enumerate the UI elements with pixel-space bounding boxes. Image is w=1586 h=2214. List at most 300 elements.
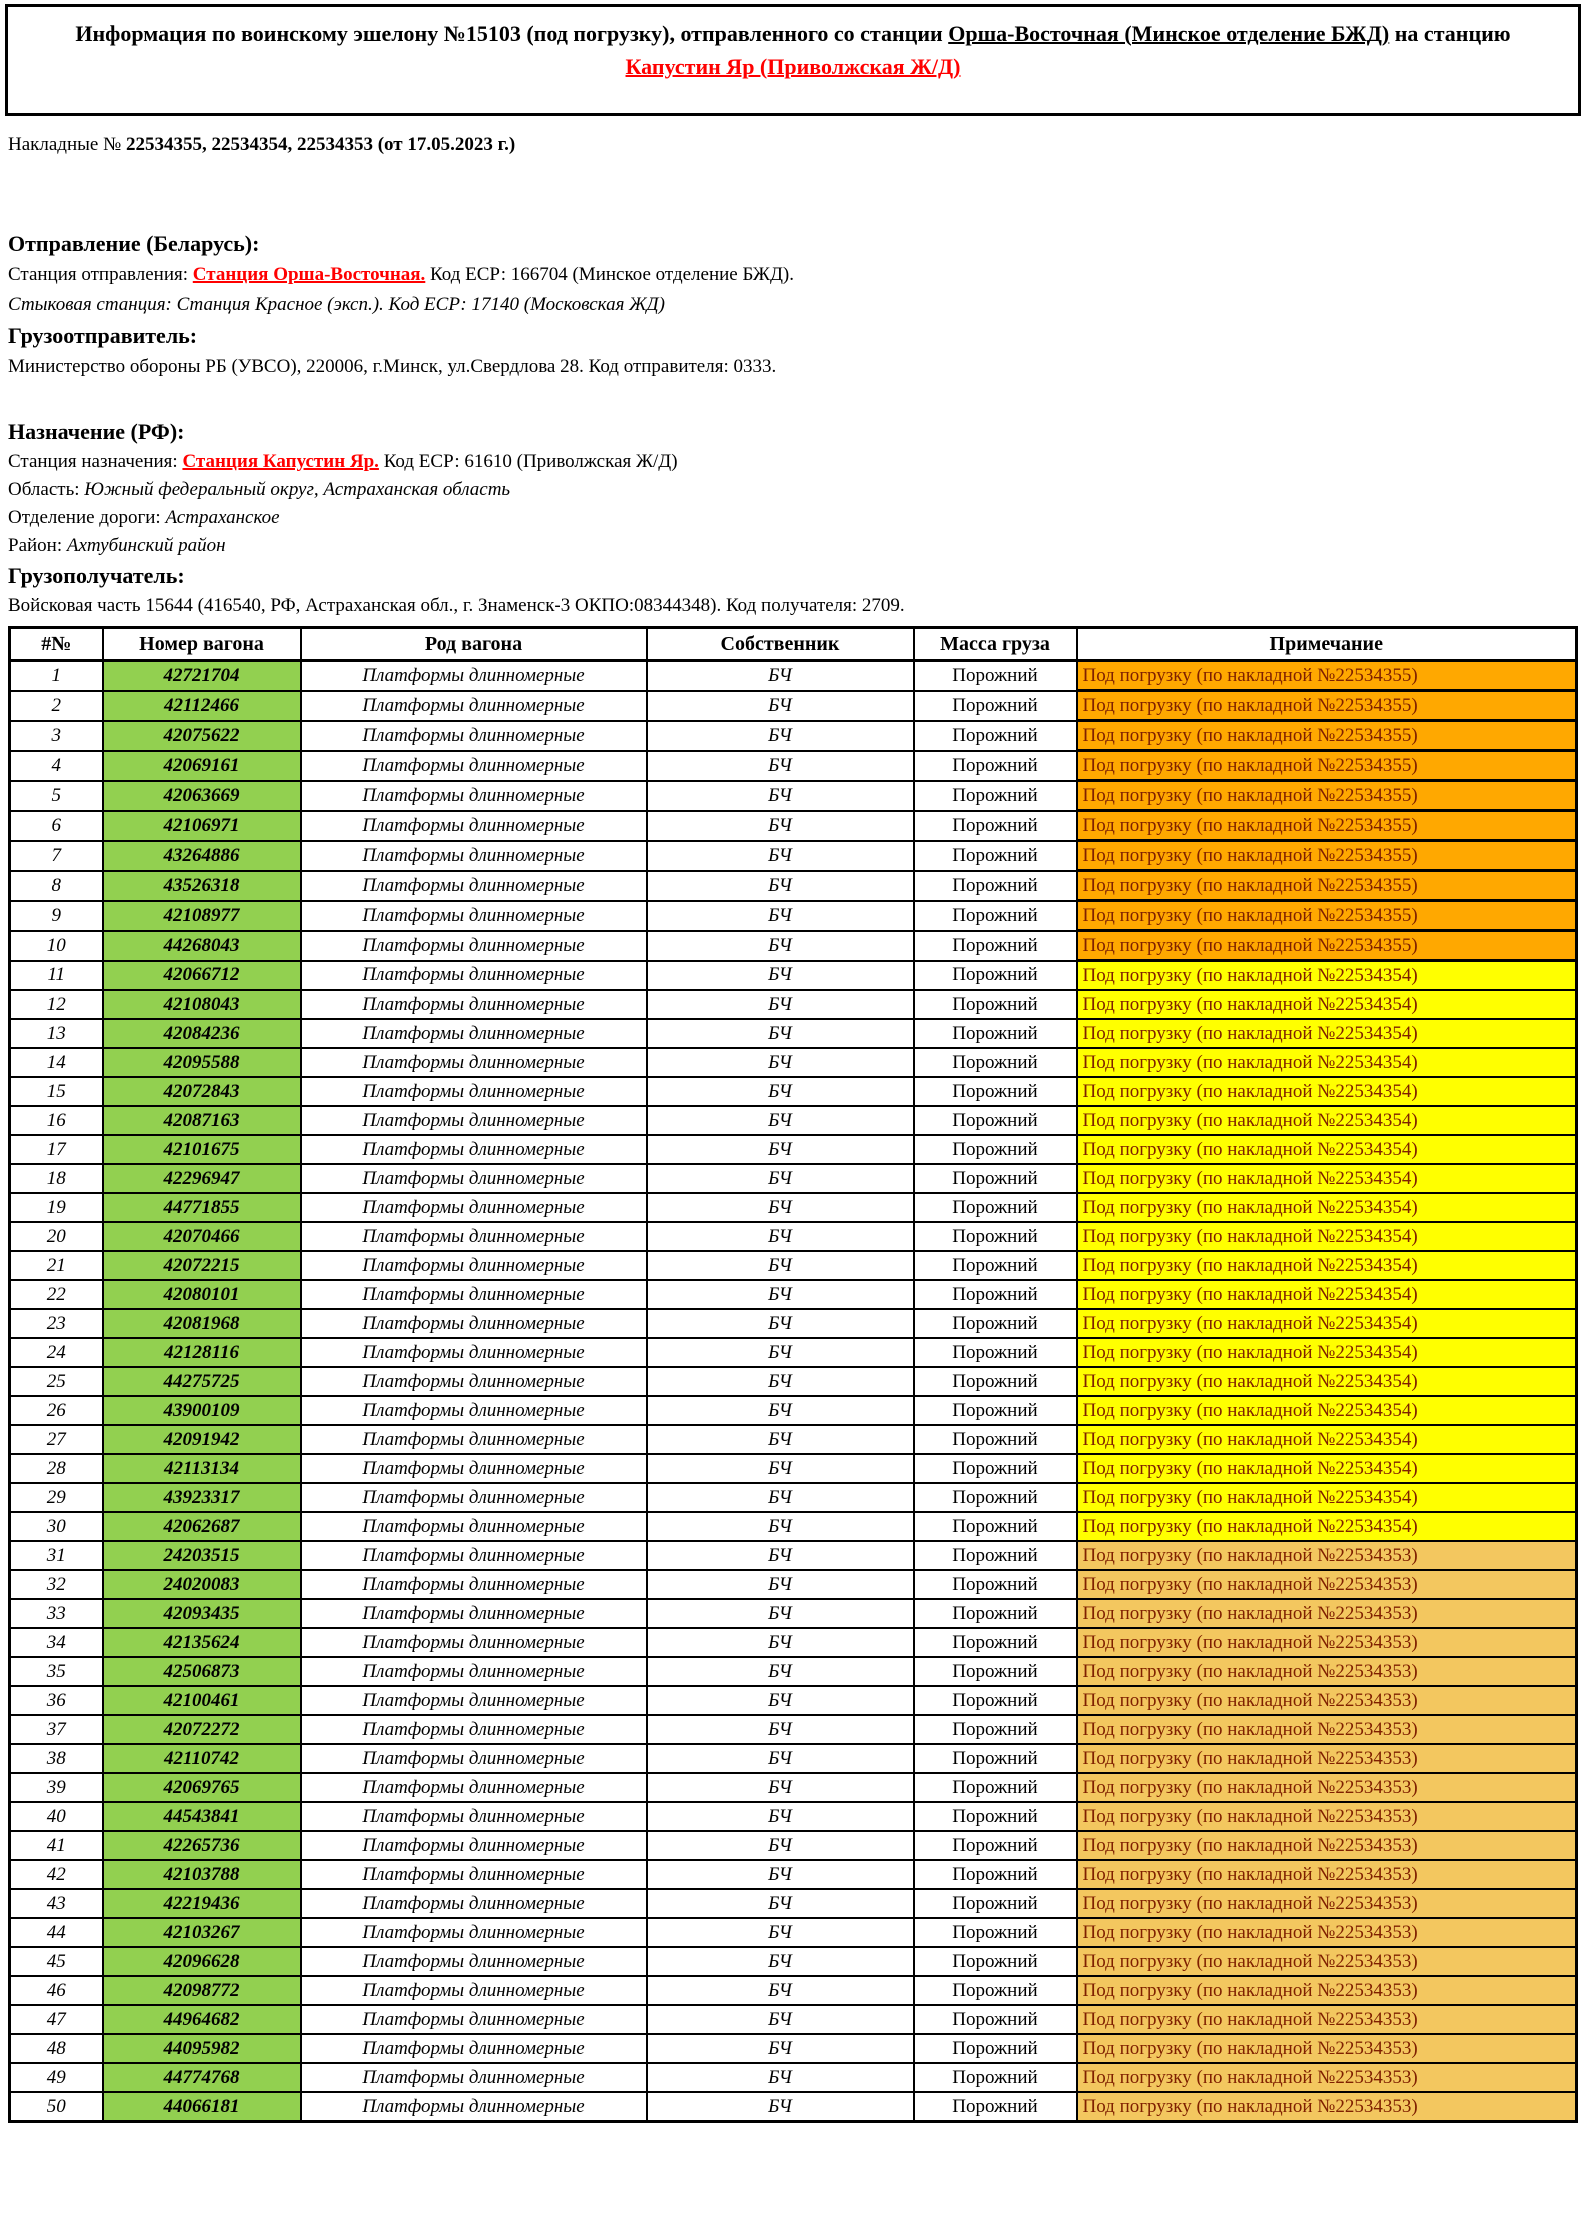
wagon-number-cell: 24203515 xyxy=(103,1541,301,1570)
wagon-type-cell: Платформы длинномерные xyxy=(301,1077,647,1106)
row-number-cell: 50 xyxy=(10,2092,103,2122)
cargo-mass-cell: Порожний xyxy=(914,1599,1077,1628)
wagon-type-cell: Платформы длинномерные xyxy=(301,1686,647,1715)
cargo-mass-cell: Порожний xyxy=(914,1657,1077,1686)
wagon-number-cell: 42721704 xyxy=(103,661,301,691)
cargo-mass-cell: Порожний xyxy=(914,1918,1077,1947)
owner-cell: БЧ xyxy=(647,1367,914,1396)
cargo-mass-cell: Порожний xyxy=(914,871,1077,901)
wagon-type-cell: Платформы длинномерные xyxy=(301,1657,647,1686)
owner-cell: БЧ xyxy=(647,2063,914,2092)
table-row xyxy=(10,1367,1577,1396)
note-cell: Под погрузку (по накладной №22534353) xyxy=(1077,1657,1577,1686)
table-row xyxy=(10,1106,1577,1135)
cargo-mass-cell: Порожний xyxy=(914,901,1077,931)
wagon-number-cell: 42113134 xyxy=(103,1454,301,1483)
wagon-type-cell: Платформы длинномерные xyxy=(301,1483,647,1512)
owner-cell: БЧ xyxy=(647,1686,914,1715)
title-destination-station: Капустин Яр (Приволжская Ж/Д) xyxy=(625,54,961,79)
owner-cell: БЧ xyxy=(647,811,914,841)
owner-cell: БЧ xyxy=(647,1077,914,1106)
wagon-type-cell: Платформы длинномерные xyxy=(301,661,647,691)
wagon-number-cell: 42072215 xyxy=(103,1251,301,1280)
note-cell: Под погрузку (по накладной №22534354) xyxy=(1077,1077,1577,1106)
table-row xyxy=(10,1889,1577,1918)
wagon-number-cell: 44774768 xyxy=(103,2063,301,2092)
wagon-type-cell: Платформы длинномерные xyxy=(301,1512,647,1541)
consignee-line: Войсковая часть 15644 (416540, РФ, Астраханская обл., г. Знаменск-3 ОКПО:08344348). Код получателя: 2709. xyxy=(8,595,905,616)
row-number-cell: 25 xyxy=(10,1367,103,1396)
note-cell: Под погрузку (по накладной №22534354) xyxy=(1077,990,1577,1019)
row-number-cell: 5 xyxy=(10,781,103,811)
owner-cell: БЧ xyxy=(647,1570,914,1599)
cargo-mass-cell: Порожний xyxy=(914,1715,1077,1744)
note-cell: Под погрузку (по накладной №22534355) xyxy=(1077,871,1577,901)
note-cell: Под погрузку (по накладной №22534353) xyxy=(1077,1570,1577,1599)
note-cell: Под погрузку (по накладной №22534354) xyxy=(1077,1396,1577,1425)
cargo-mass-cell: Порожний xyxy=(914,1889,1077,1918)
owner-cell: БЧ xyxy=(647,1454,914,1483)
wagon-number-cell: 42506873 xyxy=(103,1657,301,1686)
wagon-type-cell: Платформы длинномерные xyxy=(301,751,647,781)
wagon-type-cell: Платформы длинномерные xyxy=(301,1309,647,1338)
wagon-number-cell: 42080101 xyxy=(103,1280,301,1309)
row-number-cell: 48 xyxy=(10,2034,103,2063)
note-cell: Под погрузку (по накладной №22534353) xyxy=(1077,1860,1577,1889)
wagon-type-cell: Платформы длинномерные xyxy=(301,2063,647,2092)
note-cell: Под погрузку (по накладной №22534355) xyxy=(1077,721,1577,751)
row-number-cell: 4 xyxy=(10,751,103,781)
cargo-mass-cell: Порожний xyxy=(914,1802,1077,1831)
junction-station-line: Стыковая станция: Станция Красное (эксп.). Код ЕСР: 17140 (Московская ЖД) xyxy=(8,294,665,315)
wagon-number-cell: 44964682 xyxy=(103,2005,301,2034)
table-row xyxy=(10,1802,1577,1831)
table-row xyxy=(10,1628,1577,1657)
table-row xyxy=(10,1512,1577,1541)
table-row xyxy=(10,1570,1577,1599)
destination-heading: Назначение (РФ): xyxy=(8,419,185,444)
wagon-number-cell: 42096628 xyxy=(103,1947,301,1976)
note-cell: Под погрузку (по накладной №22534354) xyxy=(1077,1338,1577,1367)
wagon-number-cell: 42075622 xyxy=(103,721,301,751)
note-cell: Под погрузку (по накладной №22534353) xyxy=(1077,1744,1577,1773)
owner-cell: БЧ xyxy=(647,1744,914,1773)
owner-cell: БЧ xyxy=(647,661,914,691)
note-cell: Под погрузку (по накладной №22534355) xyxy=(1077,661,1577,691)
wagon-type-cell: Платформы длинномерные xyxy=(301,1338,647,1367)
row-number-cell: 10 xyxy=(10,931,103,961)
cargo-mass-cell: Порожний xyxy=(914,1077,1077,1106)
cargo-mass-cell: Порожний xyxy=(914,1106,1077,1135)
wagon-table xyxy=(8,626,1578,2123)
owner-cell: БЧ xyxy=(647,1773,914,1802)
table-row xyxy=(10,1396,1577,1425)
owner-cell: БЧ xyxy=(647,1976,914,2005)
row-number-cell: 47 xyxy=(10,2005,103,2034)
owner-cell: БЧ xyxy=(647,1309,914,1338)
wagon-number-cell: 42103788 xyxy=(103,1860,301,1889)
row-number-cell: 32 xyxy=(10,1570,103,1599)
wagon-number-cell: 43526318 xyxy=(103,871,301,901)
consignor-heading: Грузоотправитель: xyxy=(8,323,198,348)
cargo-mass-cell: Порожний xyxy=(914,1251,1077,1280)
owner-cell: БЧ xyxy=(647,961,914,991)
departure-station-value: Станция Орша-Восточная. xyxy=(192,264,426,285)
road-division-label: Отделение дороги: xyxy=(8,507,166,528)
owner-cell: БЧ xyxy=(647,1947,914,1976)
wagon-type-cell: Платформы длинномерные xyxy=(301,1889,647,1918)
cargo-mass-cell: Порожний xyxy=(914,1686,1077,1715)
cargo-mass-cell: Порожний xyxy=(914,931,1077,961)
wagon-type-cell: Платформы длинномерные xyxy=(301,961,647,991)
row-number-cell: 30 xyxy=(10,1512,103,1541)
note-cell: Под погрузку (по накладной №22534354) xyxy=(1077,1309,1577,1338)
row-number-cell: 17 xyxy=(10,1135,103,1164)
wagon-number-cell: 42103267 xyxy=(103,1918,301,1947)
cargo-mass-cell: Порожний xyxy=(914,1135,1077,1164)
wagon-number-cell: 42063669 xyxy=(103,781,301,811)
cargo-mass-cell: Порожний xyxy=(914,1512,1077,1541)
row-number-cell: 22 xyxy=(10,1280,103,1309)
owner-cell: БЧ xyxy=(647,1860,914,1889)
table-row xyxy=(10,811,1577,841)
wagon-number-cell: 42110742 xyxy=(103,1744,301,1773)
note-cell: Под погрузку (по накладной №22534354) xyxy=(1077,1454,1577,1483)
region-value: Южный федеральный округ, Астраханская область xyxy=(84,479,511,500)
cargo-mass-cell: Порожний xyxy=(914,990,1077,1019)
departure-station-line xyxy=(8,260,1578,290)
wagon-type-cell: Платформы длинномерные xyxy=(301,990,647,1019)
wagon-number-cell: 42135624 xyxy=(103,1628,301,1657)
wagon-type-cell: Платформы длинномерные xyxy=(301,691,647,721)
wagon-number-cell: 43923317 xyxy=(103,1483,301,1512)
note-cell: Под погрузку (по накладной №22534353) xyxy=(1077,1947,1577,1976)
cargo-mass-cell: Порожний xyxy=(914,1947,1077,1976)
row-number-cell: 49 xyxy=(10,2063,103,2092)
wagon-number-cell: 42066712 xyxy=(103,961,301,991)
table-row xyxy=(10,1280,1577,1309)
owner-cell: БЧ xyxy=(647,1396,914,1425)
table-row xyxy=(10,1251,1577,1280)
wagon-number-cell: 42100461 xyxy=(103,1686,301,1715)
wagon-number-cell: 44771855 xyxy=(103,1193,301,1222)
table-row xyxy=(10,1338,1577,1367)
owner-cell: БЧ xyxy=(647,1831,914,1860)
table-row xyxy=(10,1483,1577,1512)
note-cell: Под погрузку (по накладной №22534353) xyxy=(1077,1889,1577,1918)
region-line xyxy=(8,476,1578,504)
wagon-type-cell: Платформы длинномерные xyxy=(301,1135,647,1164)
owner-cell: БЧ xyxy=(647,931,914,961)
table-row xyxy=(10,1773,1577,1802)
owner-cell: БЧ xyxy=(647,1048,914,1077)
wagon-type-cell: Платформы длинномерные xyxy=(301,1280,647,1309)
wagon-type-cell: Платформы длинномерные xyxy=(301,1802,647,1831)
table-row xyxy=(10,871,1577,901)
consignee-heading: Грузополучатель: xyxy=(8,563,185,588)
cargo-mass-cell: Порожний xyxy=(914,1048,1077,1077)
cargo-mass-cell: Порожний xyxy=(914,811,1077,841)
wagon-number-cell: 42072272 xyxy=(103,1715,301,1744)
owner-cell: БЧ xyxy=(647,1483,914,1512)
wagon-number-cell: 42098772 xyxy=(103,1976,301,2005)
wagon-type-cell: Платформы длинномерные xyxy=(301,1019,647,1048)
owner-cell: БЧ xyxy=(647,1280,914,1309)
wagon-type-cell: Платформы длинномерные xyxy=(301,721,647,751)
note-cell: Под погрузку (по накладной №22534354) xyxy=(1077,1019,1577,1048)
table-row xyxy=(10,661,1577,691)
wagon-type-cell: Платформы длинномерные xyxy=(301,1164,647,1193)
header-wagon-number: Номер вагона xyxy=(103,628,301,661)
cargo-mass-cell: Порожний xyxy=(914,2092,1077,2122)
table-row xyxy=(10,2034,1577,2063)
wagon-type-cell: Платформы длинномерные xyxy=(301,1744,647,1773)
row-number-cell: 19 xyxy=(10,1193,103,1222)
wagon-number-cell: 44275725 xyxy=(103,1367,301,1396)
header-owner: Собственник xyxy=(647,628,914,661)
owner-cell: БЧ xyxy=(647,1715,914,1744)
cargo-mass-cell: Порожний xyxy=(914,751,1077,781)
wagon-type-cell: Платформы длинномерные xyxy=(301,2005,647,2034)
note-cell: Под погрузку (по накладной №22534353) xyxy=(1077,2063,1577,2092)
row-number-cell: 28 xyxy=(10,1454,103,1483)
row-number-cell: 9 xyxy=(10,901,103,931)
road-division-line xyxy=(8,504,1578,532)
wagon-type-cell: Платформы длинномерные xyxy=(301,1222,647,1251)
row-number-cell: 44 xyxy=(10,1918,103,1947)
cargo-mass-cell: Порожний xyxy=(914,2005,1077,2034)
wagon-type-cell: Платформы длинномерные xyxy=(301,811,647,841)
owner-cell: БЧ xyxy=(647,2092,914,2122)
row-number-cell: 40 xyxy=(10,1802,103,1831)
cargo-mass-cell: Порожний xyxy=(914,1222,1077,1251)
table-row xyxy=(10,931,1577,961)
district-value: Ахтубинский район xyxy=(66,535,226,556)
cargo-mass-cell: Порожний xyxy=(914,1773,1077,1802)
header-wagon-type: Род вагона xyxy=(301,628,647,661)
owner-cell: БЧ xyxy=(647,1164,914,1193)
owner-cell: БЧ xyxy=(647,1338,914,1367)
row-number-cell: 42 xyxy=(10,1860,103,1889)
cargo-mass-cell: Порожний xyxy=(914,1541,1077,1570)
row-number-cell: 36 xyxy=(10,1686,103,1715)
table-row xyxy=(10,901,1577,931)
owner-cell: БЧ xyxy=(647,1135,914,1164)
note-cell: Под погрузку (по накладной №22534353) xyxy=(1077,1628,1577,1657)
row-number-cell: 16 xyxy=(10,1106,103,1135)
destination-station-line xyxy=(8,448,1578,476)
wagon-number-cell: 42093435 xyxy=(103,1599,301,1628)
table-row xyxy=(10,1947,1577,1976)
wagon-type-cell: Платформы длинномерные xyxy=(301,1367,647,1396)
note-cell: Под погрузку (по накладной №22534354) xyxy=(1077,1135,1577,1164)
cargo-mass-cell: Порожний xyxy=(914,691,1077,721)
table-row xyxy=(10,721,1577,751)
note-cell: Под погрузку (по накладной №22534354) xyxy=(1077,1106,1577,1135)
cargo-mass-cell: Порожний xyxy=(914,2034,1077,2063)
title-text: на станцию xyxy=(1389,21,1511,46)
row-number-cell: 15 xyxy=(10,1077,103,1106)
wagon-type-cell: Платформы длинномерные xyxy=(301,901,647,931)
owner-cell: БЧ xyxy=(647,751,914,781)
table-row xyxy=(10,1164,1577,1193)
owner-cell: БЧ xyxy=(647,1599,914,1628)
note-cell: Под погрузку (по накладной №22534353) xyxy=(1077,1715,1577,1744)
row-number-cell: 21 xyxy=(10,1251,103,1280)
header-note: Примечание xyxy=(1077,628,1577,661)
wagon-number-cell: 42087163 xyxy=(103,1106,301,1135)
row-number-cell: 11 xyxy=(10,961,103,991)
wagon-type-cell: Платформы длинномерные xyxy=(301,1628,647,1657)
wagon-number-cell: 42069161 xyxy=(103,751,301,781)
departure-station-label: Станция отправления: xyxy=(8,264,193,285)
row-number-cell: 20 xyxy=(10,1222,103,1251)
wagon-type-cell: Платформы длинномерные xyxy=(301,1251,647,1280)
wagon-number-cell: 42106971 xyxy=(103,811,301,841)
note-cell: Под погрузку (по накладной №22534354) xyxy=(1077,1483,1577,1512)
note-cell: Под погрузку (по накладной №22534353) xyxy=(1077,1599,1577,1628)
wagon-type-cell: Платформы длинномерные xyxy=(301,1048,647,1077)
cargo-mass-cell: Порожний xyxy=(914,1454,1077,1483)
wagon-number-cell: 42069765 xyxy=(103,1773,301,1802)
cargo-mass-cell: Порожний xyxy=(914,1744,1077,1773)
cargo-mass-cell: Порожний xyxy=(914,1280,1077,1309)
table-row xyxy=(10,1309,1577,1338)
table-row xyxy=(10,1454,1577,1483)
note-cell: Под погрузку (по накладной №22534354) xyxy=(1077,1164,1577,1193)
owner-cell: БЧ xyxy=(647,990,914,1019)
district-line xyxy=(8,532,1578,560)
wagon-type-cell: Платформы длинномерные xyxy=(301,1570,647,1599)
note-cell: Под погрузку (по накладной №22534353) xyxy=(1077,1976,1577,2005)
row-number-cell: 26 xyxy=(10,1396,103,1425)
row-number-cell: 1 xyxy=(10,661,103,691)
note-cell: Под погрузку (по накладной №22534355) xyxy=(1077,811,1577,841)
note-cell: Под погрузку (по накладной №22534354) xyxy=(1077,1048,1577,1077)
wagon-type-cell: Платформы длинномерные xyxy=(301,1396,647,1425)
wagon-type-cell: Платформы длинномерные xyxy=(301,1976,647,2005)
row-number-cell: 14 xyxy=(10,1048,103,1077)
note-cell: Под погрузку (по накладной №22534355) xyxy=(1077,751,1577,781)
wagon-type-cell: Платформы длинномерные xyxy=(301,871,647,901)
row-number-cell: 39 xyxy=(10,1773,103,1802)
wagon-number-cell: 42112466 xyxy=(103,691,301,721)
wagon-number-cell: 42128116 xyxy=(103,1338,301,1367)
table-row xyxy=(10,1686,1577,1715)
owner-cell: БЧ xyxy=(647,1193,914,1222)
table-row xyxy=(10,1744,1577,1773)
table-row xyxy=(10,1222,1577,1251)
row-number-cell: 3 xyxy=(10,721,103,751)
row-number-cell: 37 xyxy=(10,1715,103,1744)
row-number-cell: 34 xyxy=(10,1628,103,1657)
table-row xyxy=(10,1193,1577,1222)
note-cell: Под погрузку (по накладной №22534353) xyxy=(1077,1831,1577,1860)
owner-cell: БЧ xyxy=(647,2034,914,2063)
wagon-number-cell: 42265736 xyxy=(103,1831,301,1860)
note-cell: Под погрузку (по накладной №22534354) xyxy=(1077,1512,1577,1541)
cargo-mass-cell: Порожний xyxy=(914,1831,1077,1860)
wagon-type-cell: Платформы длинномерные xyxy=(301,1715,647,1744)
note-cell: Под погрузку (по накладной №22534355) xyxy=(1077,901,1577,931)
wagon-number-cell: 42062687 xyxy=(103,1512,301,1541)
wagon-number-cell: 44268043 xyxy=(103,931,301,961)
row-number-cell: 38 xyxy=(10,1744,103,1773)
cargo-mass-cell: Порожний xyxy=(914,1338,1077,1367)
owner-cell: БЧ xyxy=(647,1222,914,1251)
owner-cell: БЧ xyxy=(647,721,914,751)
row-number-cell: 2 xyxy=(10,691,103,721)
wagon-type-cell: Платформы длинномерные xyxy=(301,1454,647,1483)
note-cell: Под погрузку (по накладной №22534354) xyxy=(1077,1193,1577,1222)
owner-cell: БЧ xyxy=(647,2005,914,2034)
table-row xyxy=(10,2063,1577,2092)
cargo-mass-cell: Порожний xyxy=(914,1570,1077,1599)
cargo-mass-cell: Порожний xyxy=(914,1164,1077,1193)
wagon-number-cell: 42108043 xyxy=(103,990,301,1019)
table-row xyxy=(10,1541,1577,1570)
row-number-cell: 35 xyxy=(10,1657,103,1686)
cargo-mass-cell: Порожний xyxy=(914,1396,1077,1425)
row-number-cell: 41 xyxy=(10,1831,103,1860)
row-number-cell: 23 xyxy=(10,1309,103,1338)
destination-station-label: Станция назначения: xyxy=(8,451,183,472)
wagon-number-cell: 42072843 xyxy=(103,1077,301,1106)
wagon-type-cell: Платформы длинномерные xyxy=(301,781,647,811)
row-number-cell: 29 xyxy=(10,1483,103,1512)
table-row xyxy=(10,990,1577,1019)
table-row xyxy=(10,691,1577,721)
wagon-number-cell: 44066181 xyxy=(103,2092,301,2122)
table-row xyxy=(10,961,1577,991)
document-title xyxy=(5,4,1581,116)
owner-cell: БЧ xyxy=(647,841,914,871)
owner-cell: БЧ xyxy=(647,1425,914,1454)
wagon-type-cell: Платформы длинномерные xyxy=(301,1541,647,1570)
table-row xyxy=(10,1077,1577,1106)
note-cell: Под погрузку (по накладной №22534353) xyxy=(1077,1773,1577,1802)
wagon-number-cell: 42081968 xyxy=(103,1309,301,1338)
wagon-type-cell: Платформы длинномерные xyxy=(301,1947,647,1976)
departure-station-rest: Код ЕСР: 166704 (Минское отделение БЖД). xyxy=(425,264,794,285)
owner-cell: БЧ xyxy=(647,1251,914,1280)
header-row-number: #№ xyxy=(10,628,103,661)
owner-cell: БЧ xyxy=(647,901,914,931)
table-row xyxy=(10,1715,1577,1744)
owner-cell: БЧ xyxy=(647,1541,914,1570)
wagon-number-cell: 42091942 xyxy=(103,1425,301,1454)
cargo-mass-cell: Порожний xyxy=(914,1483,1077,1512)
row-number-cell: 43 xyxy=(10,1889,103,1918)
wagon-type-cell: Платформы длинномерные xyxy=(301,1106,647,1135)
wagon-number-cell: 44095982 xyxy=(103,2034,301,2063)
header-cargo-mass: Масса груза xyxy=(914,628,1077,661)
cargo-mass-cell: Порожний xyxy=(914,1860,1077,1889)
table-row xyxy=(10,1135,1577,1164)
table-row xyxy=(10,1976,1577,2005)
owner-cell: БЧ xyxy=(647,1918,914,1947)
title-text: Информация по воинскому эшелону №15103 (под погрузку), отправленного со станции xyxy=(75,21,949,46)
table-row xyxy=(10,2092,1577,2122)
owner-cell: БЧ xyxy=(647,1889,914,1918)
note-cell: Под погрузку (по накладной №22534354) xyxy=(1077,1367,1577,1396)
note-cell: Под погрузку (по накладной №22534353) xyxy=(1077,1802,1577,1831)
note-cell: Под погрузку (по накладной №22534353) xyxy=(1077,1541,1577,1570)
row-number-cell: 18 xyxy=(10,1164,103,1193)
cargo-mass-cell: Порожний xyxy=(914,1309,1077,1338)
owner-cell: БЧ xyxy=(647,781,914,811)
row-number-cell: 46 xyxy=(10,1976,103,2005)
